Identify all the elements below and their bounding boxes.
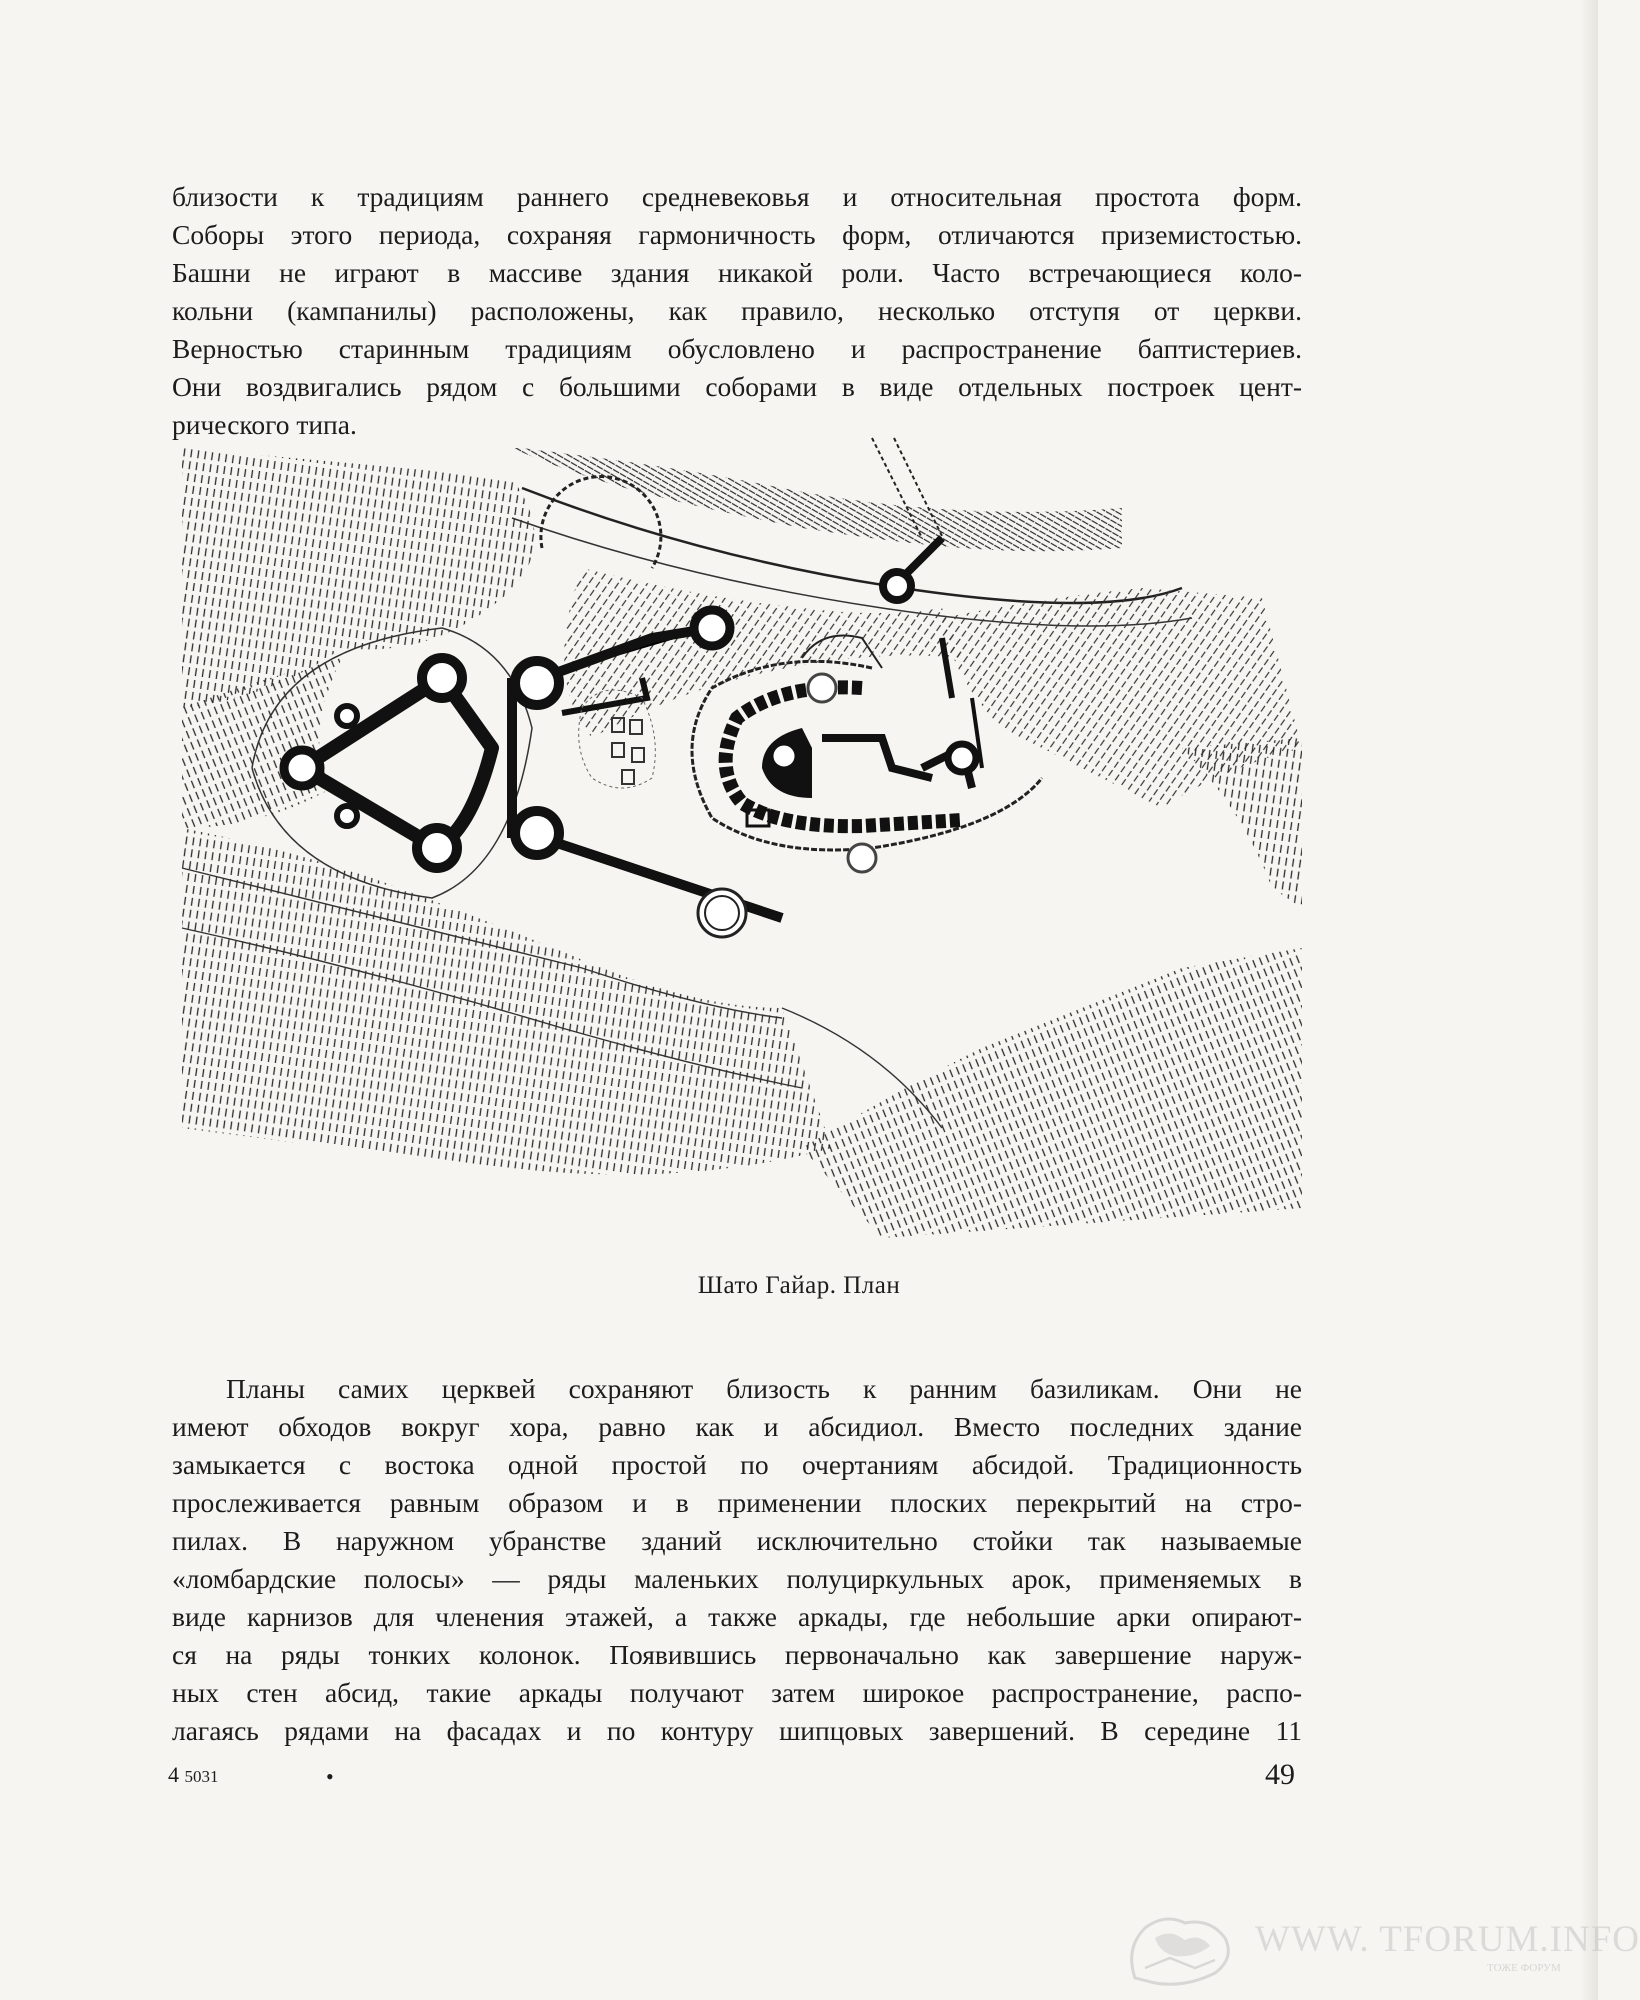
text-line: близости к традициям раннего средневековья и относительная простота форм. xyxy=(172,181,1302,212)
paragraph-2 xyxy=(172,1370,1302,1750)
text-line: имеют обходов вокруг хора, равно как и абсидиол. Вместо последних здание xyxy=(172,1411,1302,1442)
paragraph-1 xyxy=(172,178,1302,444)
text-line: рического типа. xyxy=(172,409,357,440)
text-line: виде карнизов для членения этажей, а также аркады, где небольшие арки опирают- xyxy=(172,1601,1302,1632)
text-line: кольни (кампанилы) расположены, как правило, несколько отступя от церкви. xyxy=(172,295,1302,326)
signature-code: 5031 xyxy=(184,1767,219,1786)
signature-number: 4 xyxy=(168,1762,179,1787)
text-line: замыкается с востока одной простой по очертаниям абсидой. Традиционность xyxy=(172,1449,1302,1480)
castle-plan-figure xyxy=(182,448,1302,1238)
castle-plan-drawing xyxy=(182,448,1302,1238)
watermark-logo-icon xyxy=(1115,1898,1245,1993)
text-line: Соборы этого периода, сохраняя гармоничность форм, отличаются приземистостью. xyxy=(172,219,1302,250)
text-line: ся на ряды тонких колонок. Появившись первоначально как завершение наруж- xyxy=(172,1639,1302,1670)
text-line: Они воздвигались рядом с большими соборами в виде отдельных построек цент- xyxy=(172,371,1302,402)
text-line: Планы самих церквей сохраняют близость к ранним базиликам. Они не xyxy=(226,1373,1302,1404)
text-line: лагаясь рядами на фасадах и по контуру шипцовых завершений. В середине 11 xyxy=(172,1715,1302,1746)
text-line: ных стен абсид, такие аркады получают затем широкое распространение, распо- xyxy=(172,1677,1302,1708)
page-number: 49 xyxy=(1265,1758,1295,1791)
watermark-text: WWW. TFORUM.INFO xyxy=(1255,1919,1640,1960)
text-line: прослеживается равным образом и в применении плоских перекрытий на стро- xyxy=(172,1487,1302,1518)
page-edge-shadow xyxy=(1580,0,1598,2000)
footer-dot: • xyxy=(326,1764,334,1789)
watermark-subtext: ТОЖЕ ФОРУМ xyxy=(1487,1962,1561,1974)
printer-signature xyxy=(168,1762,219,1788)
text-line: Башни не играют в массиве здания никакой роли. Часто встречающиеся коло- xyxy=(172,257,1302,288)
terrain-hatching xyxy=(182,448,1302,1238)
site-watermark xyxy=(1115,1898,1640,1993)
figure-caption: Шато Гайар. План xyxy=(697,1272,901,1299)
text-line: «ломбардские полосы» — ряды маленьких полуциркульных арок, применяемых в xyxy=(172,1563,1302,1594)
text-line: Верностью старинным традициям обусловлено и распространение баптистериев. xyxy=(172,333,1302,364)
text-line: пилах. В наружном убранстве зданий исключительно стойки так называемые xyxy=(172,1525,1302,1556)
